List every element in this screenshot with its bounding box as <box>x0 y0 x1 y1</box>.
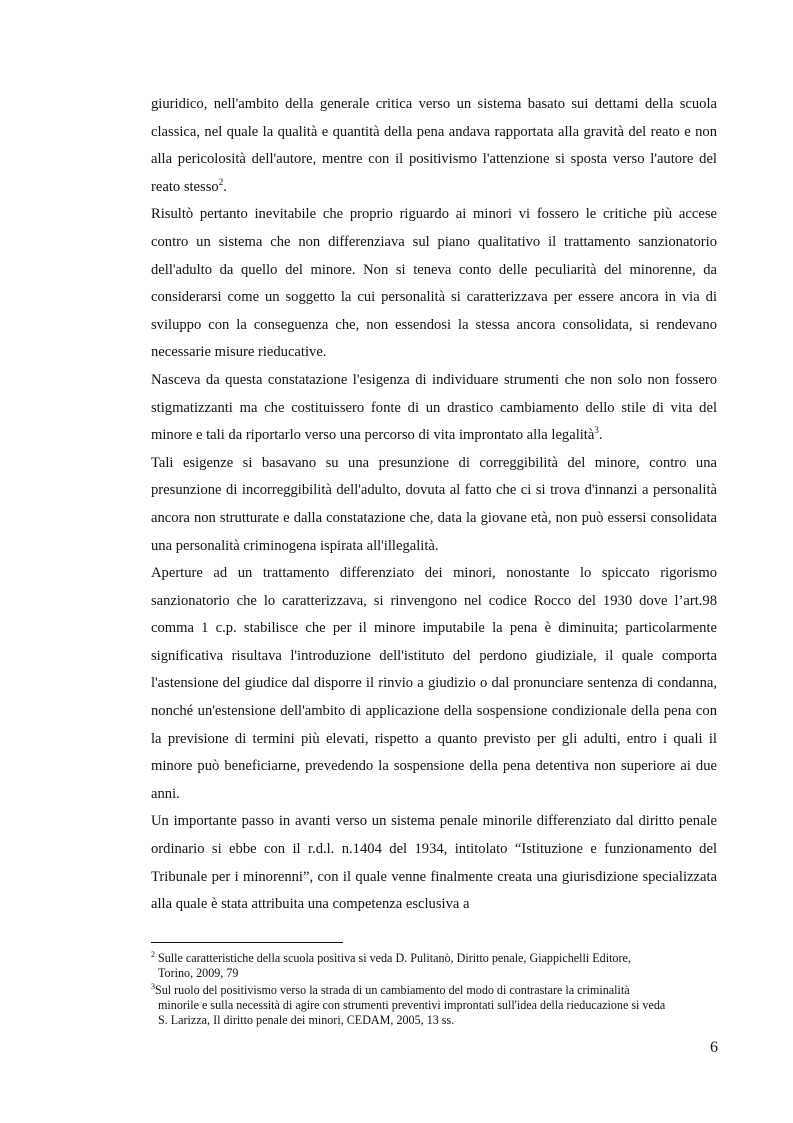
paragraph-6 <box>151 808 717 918</box>
footnote-reference-2[interactable]: 2 <box>218 176 224 187</box>
footnote-text-line: Sul ruolo del positivismo verso la strada di un cambiamento del modo di contrastare la criminalità <box>155 982 630 997</box>
footnote-text-line: S. Larizza, Il diritto penale dei minori, CEDAM, 2005, 13 ss. <box>158 1013 455 1028</box>
paragraph-1 <box>151 91 717 201</box>
footnote-number: 3 <box>151 981 155 991</box>
footnote-divider <box>151 942 343 943</box>
footnote-text-line: Torino, 2009, 79 <box>158 966 239 981</box>
paragraph-text: giuridico, nell'ambito della generale critica verso un sistema basato sui dettami della scuola classica, nel quale la qualità e quantità della pena andava rapportata alla gravità del reato e non alla pericolosità dell'autore, mentre con il positivismo l'attenzione si sposta verso l'autore del reato stesso <box>151 96 717 195</box>
paragraph-text-end: . <box>598 427 603 444</box>
paragraph-text: Un importante passo in avanti verso un sistema penale minorile differenziato dal diritto penale ordinario si ebbe con il r.d.l. n.1404 del 1934, intitolato “Istituzione e funzionamento del Tribunale per i minorenni”, con il quale venne finalmente creata una giurisdizione specializzata alla quale è stata attribuita una competenza esclusiva a <box>151 813 717 913</box>
body-text <box>151 91 717 919</box>
paragraph-5 <box>151 560 717 808</box>
page-number: 6 <box>710 1039 718 1056</box>
paragraph-text: Aperture ad un trattamento differenziato dei minori, nonostante lo spiccato rigorismo sanzionatorio che lo caratterizzava, si rinvengono nel codice Rocco del 1930 dove l’art.98 comma 1 c.p. stabilisce che per il minore imputabile la pena è diminuita; particolarmente significativa risultava l'introduzione dell'istituto del perdono giudiziale, il quale comporta l'astensione del giudice dal disporre il rinvio a giudizio o dal pronunciare sentenza di condanna, nonché un'estensione dell'ambito di applicazione della sospensione condizionale della pena con la previsione di termini più elevati, rispetto a quanto previsto per gli adulti, entro i quali il minore può beneficiarne, prevedendo la sospensione della pena detentiva non superiore ai due anni. <box>151 565 717 802</box>
footnote-number: 2 <box>151 949 155 959</box>
paragraph-4 <box>151 450 717 560</box>
paragraph-text: Risultò pertanto inevitabile che proprio riguardo ai minori vi fossero le critiche più accese contro un sistema che non differenziava sul piano qualitativo il trattamento sanzionatorio dell'adulto da quello del minore. Non si teneva conto delle peculiarità del minorenne, da considerarsi come un soggetto la cui personalità si caratterizzava per essere ancora in via di sviluppo con la conseguenza che, non essendosi la stessa ancora consolidata, si rendevano necessarie misure rieducative. <box>151 206 717 361</box>
footnote-3 <box>151 983 717 1029</box>
footnote-text-line: Sulle caratteristiche della scuola positiva si veda D. Pulitanò, Diritto penale, Giappichelli Editore, <box>155 951 631 965</box>
paragraph-3 <box>151 367 717 450</box>
paragraph-text: Tali esigenze si basavano su una presunzione di correggibilità del minore, contro una presunzione di incorreggibilità dell'adulto, dovuta al fatto che ci si trova d'innanzi a personalità ancora non strutturate e dalla constatazione che, data la giovane età, non può essersi consolidata una personalità criminogena ispirata all'illegalità. <box>151 454 717 554</box>
footnotes <box>151 951 717 1029</box>
paragraph-text-end: . <box>223 178 227 195</box>
paragraph-text: Nasceva da questa constatazione l'esigenza di individuare strumenti che non solo non fossero stigmatizzanti ma che costituissero fonte di un drastico cambiamento dello stile di vita del minore e tali da riportarlo verso una percorso di vita improntato alla legalità <box>151 371 717 444</box>
paragraph-2 <box>151 201 717 367</box>
footnote-reference-3[interactable]: 3 <box>594 425 599 436</box>
footnote-2 <box>151 951 717 982</box>
footnote-text-line: minorile e sulla necessità di agire con strumenti preventivi improntati sull'idea della rieducazione si veda <box>158 997 666 1012</box>
